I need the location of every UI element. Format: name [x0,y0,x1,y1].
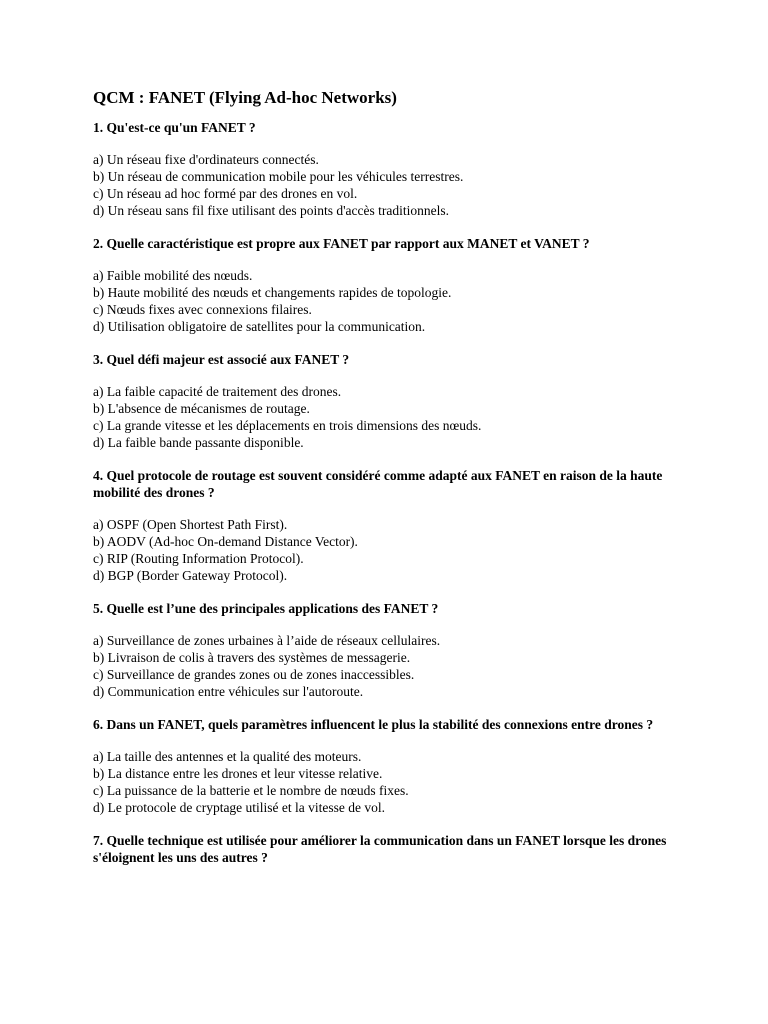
question-text: 6. Dans un FANET, quels paramètres influencent le plus la stabilité des connexions entre drones ? [93,717,654,732]
answer-option: c) Surveillance de grandes zones ou de zones inaccessibles. [93,667,415,682]
answer-option: d) La faible bande passante disponible. [93,435,304,450]
answer-option: b) AODV (Ad-hoc On-demand Distance Vector). [93,534,358,549]
answer-option: d) BGP (Border Gateway Protocol). [93,568,288,583]
answer-option: a) Surveillance de zones urbaines à l’aide de réseaux cellulaires. [93,633,441,648]
answer-option: c) RIP (Routing Information Protocol). [93,551,304,566]
answer-option: a) La taille des antennes et la qualité des moteurs. [93,749,362,764]
answer-list [93,383,678,451]
answer-option: b) Haute mobilité des nœuds et changements rapides de topologie. [93,285,452,300]
answer-option: c) Nœuds fixes avec connexions filaires. [93,302,312,317]
answer-option: b) L'absence de mécanismes de routage. [93,401,310,416]
question-text: 2. Quelle caractéristique est propre aux FANET par rapport aux MANET et VANET ? [93,236,590,251]
question-text: 4. Quel protocole de routage est souvent considéré comme adapté aux FANET en raison de la haute mobilité des drones ? [93,468,663,500]
answer-list [93,151,678,219]
answer-option: c) La grande vitesse et les déplacements en trois dimensions des nœuds. [93,418,482,433]
question-text: 7. Quelle technique est utilisée pour améliorer la communication dans un FANET lorsque les drones s'éloignent les uns des autres ? [93,833,667,865]
answer-option: b) La distance entre les drones et leur vitesse relative. [93,766,383,781]
answer-option: a) Faible mobilité des nœuds. [93,268,253,283]
answer-option: d) Utilisation obligatoire de satellites pour la communication. [93,319,426,334]
document-title: QCM : FANET (Flying Ad-hoc Networks) [93,88,397,107]
question-text: 5. Quelle est l’une des principales applications des FANET ? [93,601,439,616]
answer-option: a) La faible capacité de traitement des drones. [93,384,342,399]
question-1 [93,119,678,219]
answer-option: a) OSPF (Open Shortest Path First). [93,517,288,532]
question-5 [93,600,678,700]
answer-option: c) La puissance de la batterie et le nombre de nœuds fixes. [93,783,409,798]
answer-option: d) Communication entre véhicules sur l'autoroute. [93,684,364,699]
answer-list [93,516,678,584]
answer-option: b) Livraison de colis à travers des systèmes de messagerie. [93,650,411,665]
answer-option: a) Un réseau fixe d'ordinateurs connectés. [93,152,319,167]
question-text: 3. Quel défi majeur est associé aux FANET ? [93,352,350,367]
answer-list [93,632,678,700]
question-4 [93,467,678,584]
question-6 [93,716,678,816]
answer-option: c) Un réseau ad hoc formé par des drones en vol. [93,186,358,201]
question-7 [93,832,678,866]
question-3 [93,351,678,451]
answer-list [93,267,678,335]
question-2 [93,235,678,335]
answer-option: d) Un réseau sans fil fixe utilisant des points d'accès traditionnels. [93,203,449,218]
question-text: 1. Qu'est-ce qu'un FANET ? [93,120,256,135]
answer-list [93,748,678,816]
answer-option: b) Un réseau de communication mobile pour les véhicules terrestres. [93,169,464,184]
answer-option: d) Le protocole de cryptage utilisé et la vitesse de vol. [93,800,386,815]
